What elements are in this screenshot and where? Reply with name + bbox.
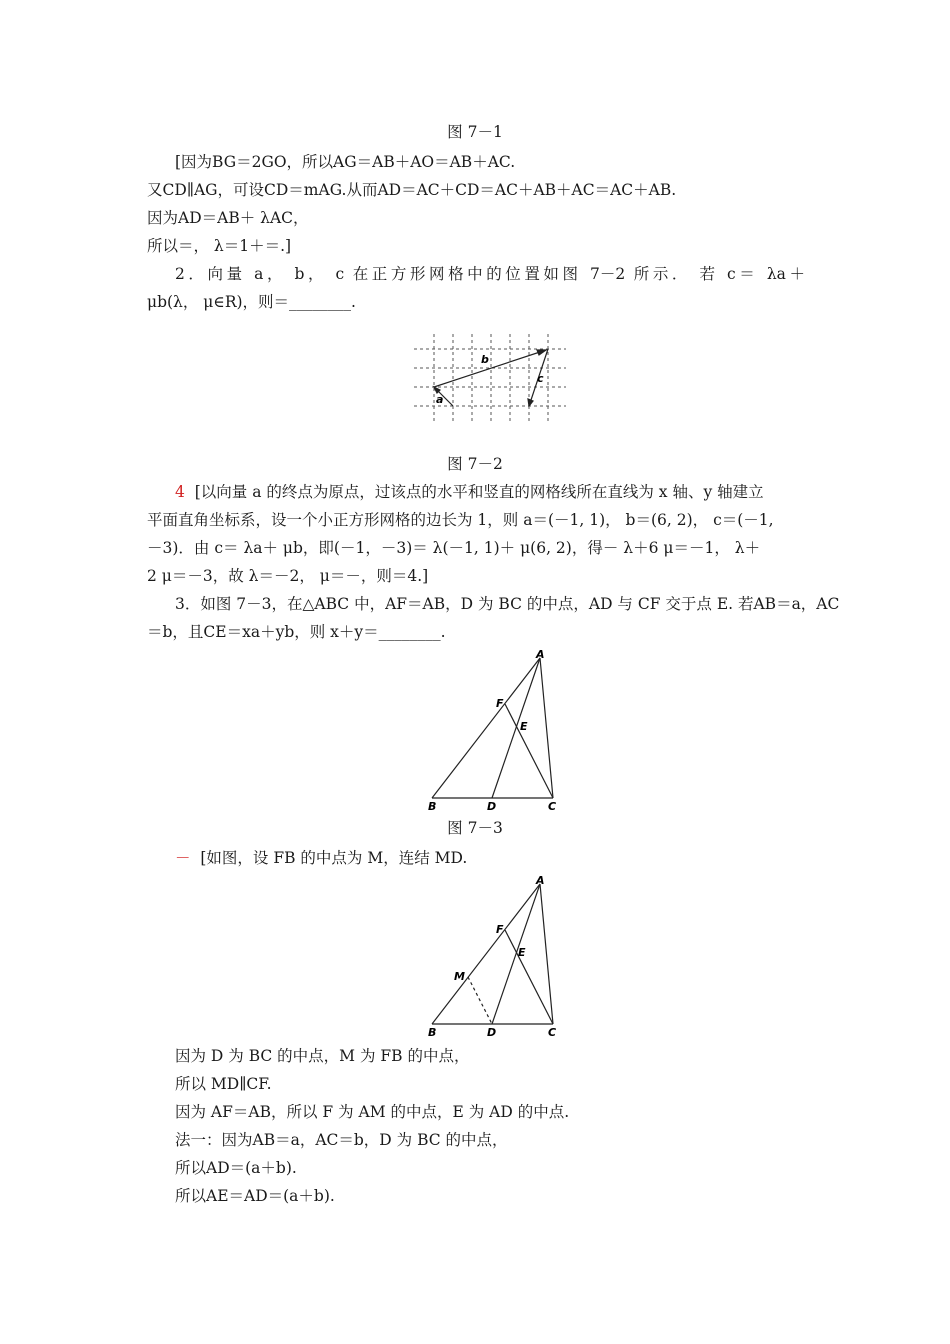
question-2-line-2: μb(λ， μ∈R)，则＝________. — [147, 293, 356, 311]
svg-text:C: C — [548, 800, 557, 813]
label-b: b — [481, 353, 489, 366]
svg-text:B: B — [428, 1026, 437, 1039]
svg-text:F: F — [496, 923, 504, 936]
svg-text:D: D — [487, 800, 497, 813]
figure-7-1-caption: 图 7－1 — [447, 123, 503, 141]
solution-3-line-6: 所以AD＝(a＋b). — [175, 1159, 297, 1177]
svg-text:M: M — [454, 970, 465, 983]
solution-3-line-2: 因为 D 为 BC 的中点，M 为 FB 的中点， — [175, 1047, 470, 1065]
label-c: c — [537, 372, 544, 385]
label-a: a — [436, 393, 444, 406]
solution-3-line-5: 法一：因为AB＝a，AC＝b，D 为 BC 的中点， — [175, 1131, 508, 1149]
figure-7-3-triangle — [420, 646, 570, 816]
solution-2-line-3: －3)．由 c＝ λa＋ μb，即(－1，－3)＝ λ(－1, 1)＋ μ(6, 2)，得－ λ＋6 μ＝－1， λ＋ — [147, 539, 761, 557]
solution-1-line-1: [因为BG＝2GO，所以AG＝AB＋AO＝AB＋AC. — [175, 153, 516, 171]
svg-text:E: E — [518, 946, 526, 959]
figure-7-3-caption: 图 7－3 — [447, 819, 503, 837]
figure-7-2-grid — [414, 334, 570, 426]
svg-text:A: A — [536, 648, 545, 661]
solution-2-line-1: 4 [以向量 a 的终点为原点，过该点的水平和竖直的网格线所在直线为 x 轴、y 轴建立 — [175, 483, 764, 501]
figure-7-2-caption: 图 7－2 — [447, 455, 503, 473]
solution-3-figure — [420, 872, 570, 1042]
svg-text:B: B — [428, 800, 437, 813]
solution-3-line-4: 因为 AF＝AB，所以 F 为 AM 的中点，E 为 AD 的中点. — [175, 1103, 570, 1121]
answer-2: 4 — [175, 483, 185, 501]
solution-1-line-2: 又CD∥AG，可设CD＝mAG.从而AD＝AC＋CD＝AC＋AB＋AC＝AC＋AB. — [147, 181, 677, 199]
solution-3-line-1: － [如图，设 FB 的中点为 M，连结 MD. — [175, 849, 468, 867]
solution-3-line-7: 所以AE＝AD＝(a＋b). — [175, 1187, 335, 1205]
svg-text:E: E — [520, 720, 528, 733]
question-2-line-1: 2．向量 a， b， c 在正方形网格中的位置如图 7－2 所示． 若 c＝ λa＋ — [175, 265, 805, 283]
svg-text:F: F — [496, 697, 504, 710]
svg-text:C: C — [548, 1026, 557, 1039]
answer-3: － — [175, 849, 191, 867]
solution-1-line-4: 所以＝， λ＝1＋＝.] — [147, 237, 292, 255]
svg-text:D: D — [487, 1026, 497, 1039]
question-3-line-1: 3．如图 7－3，在△ABC 中，AF＝AB，D 为 BC 的中点，AD 与 CF 交于点 E. 若AB＝a，AC — [175, 595, 840, 613]
solution-2-line-4: 2 μ＝－3，故 λ＝－2， μ＝－，则＝4.] — [147, 567, 429, 585]
solution-2-line-2: 平面直角坐标系，设一个小正方形网格的边长为 1，则 a＝(－1, 1)， b＝(6, 2)， c＝(－1, — [147, 511, 774, 529]
question-3-line-2: ＝b，且CE＝xa＋yb，则 x＋y＝________. — [147, 623, 446, 641]
svg-text:A: A — [536, 874, 545, 887]
solution-3-line-3: 所以 MD∥CF. — [175, 1075, 272, 1093]
solution-1-line-3: 因为AD＝AB＋ λAC， — [147, 209, 309, 227]
